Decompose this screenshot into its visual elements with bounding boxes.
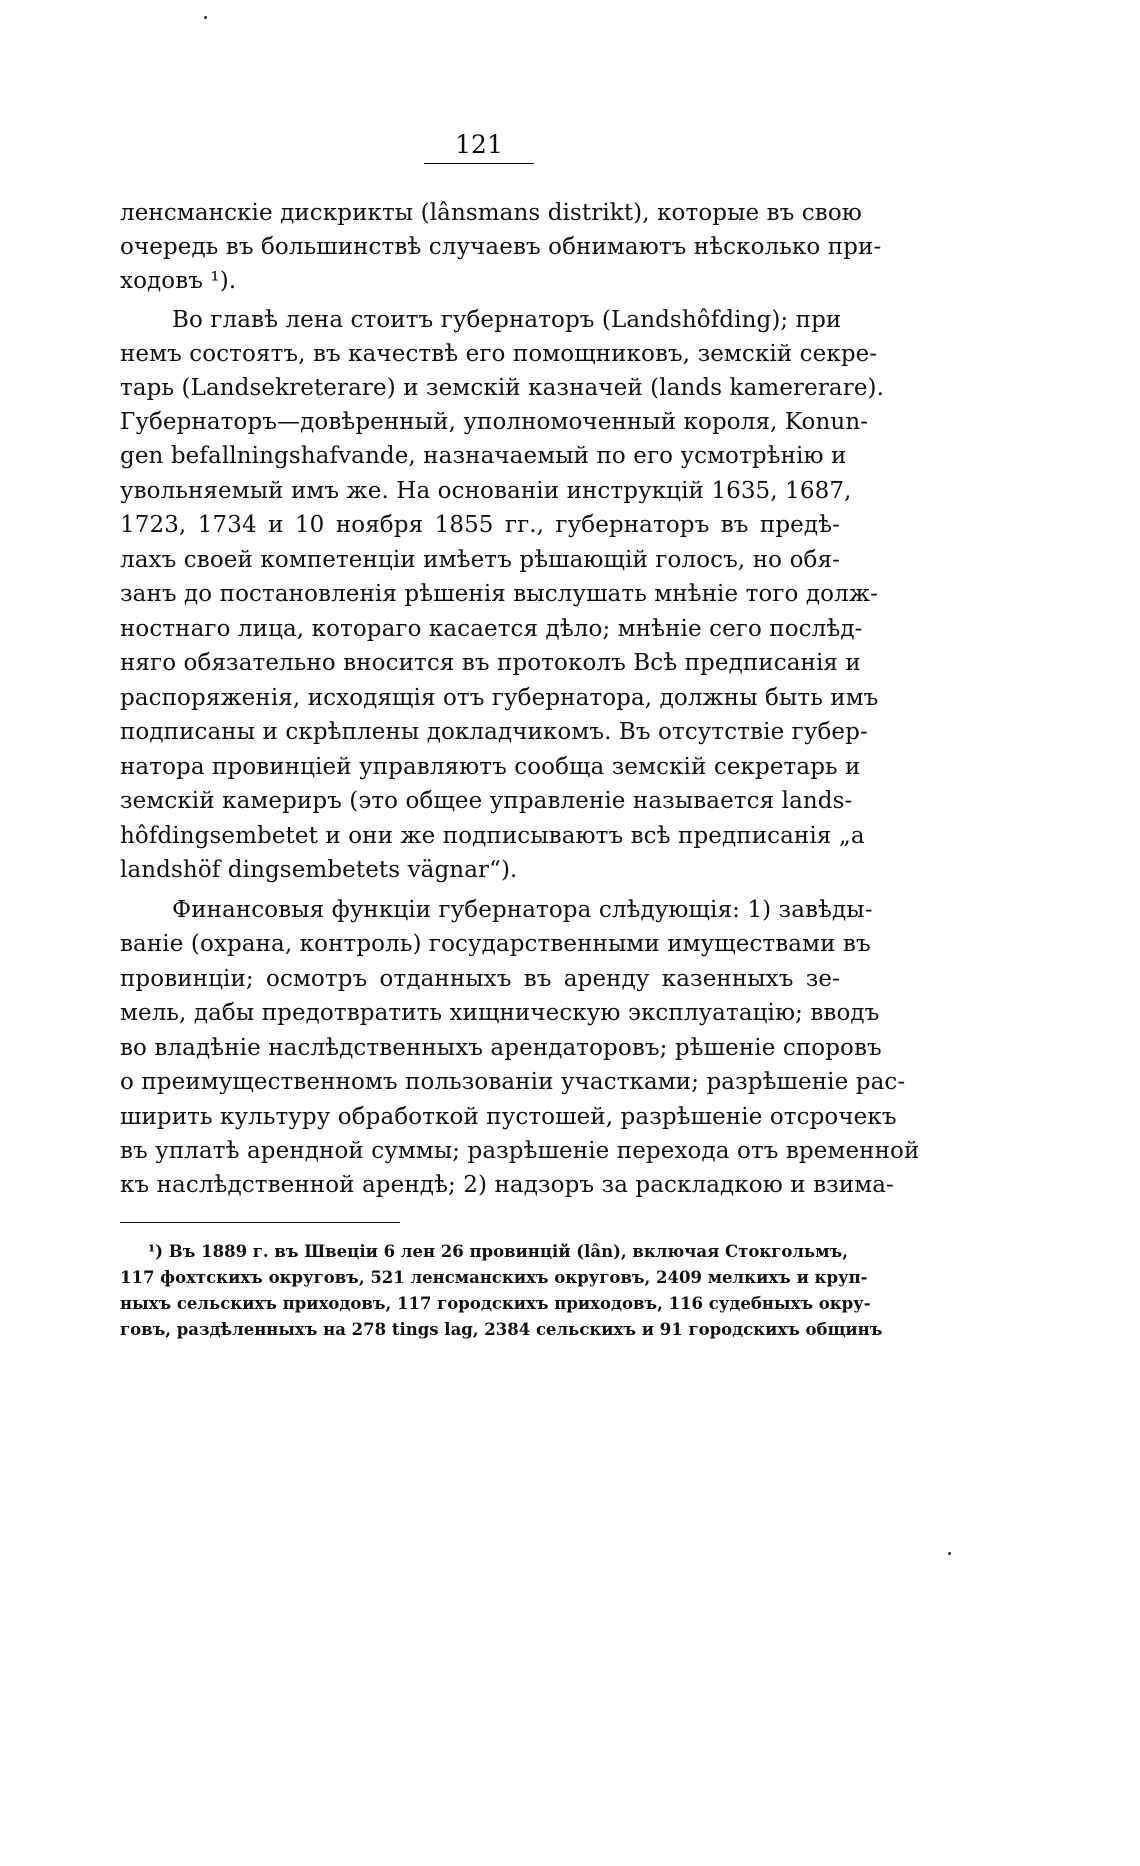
text-line: мель, дабы предотвратить хищническую эксплуатацію; вводъ: [120, 1000, 880, 1026]
text-line: ходовъ ¹).: [120, 268, 237, 294]
text-line: няго обязательно вносится въ протоколъ Всѣ предписанія и: [120, 650, 861, 676]
print-speck: [204, 16, 207, 19]
text-line: натора провинціей управляютъ сообща земскій секретарь и: [120, 754, 861, 780]
page-number-underline: [424, 163, 534, 164]
text-line: Во главѣ лена стоитъ губернаторъ (Landshôfding); при: [172, 307, 842, 333]
footnote-line: 117 фохтскихъ округовъ, 521 ленсманскихъ округовъ, 2409 мелкихъ и круп-: [120, 1268, 868, 1287]
footnote-separator: [120, 1222, 400, 1223]
text-line: земскій камериръ (это общее управленіе называется lands-: [120, 788, 853, 814]
text-line: gen befallningshafvande, назначаемый по его усмотрѣнію и: [120, 443, 847, 469]
text-line: занъ до постановленія рѣшенія выслушать мнѣніе того долж-: [120, 581, 878, 607]
text-line: ваніе (охрана, контроль) государственными имуществами въ: [120, 931, 871, 957]
text-line: очередь въ большинствѣ случаевъ обнимаютъ нѣсколько при-: [120, 234, 882, 260]
text-line: увольняемый имъ же. На основаніи инструкцій 1635, 1687,: [120, 478, 852, 504]
text-line: ностнаго лица, котораго касается дѣло; мнѣніе сего послѣд-: [120, 616, 863, 642]
text-line: немъ состоятъ, въ качествѣ его помощниковъ, земскій секре-: [120, 341, 878, 367]
text-line: ленсманскіе дискрикты (lânsmans distrikt), которые въ свою: [120, 200, 862, 226]
text-line: тарь (Landsekreterare) и земскій казначей (lands kamererare).: [120, 375, 885, 401]
print-speck: [948, 1552, 951, 1555]
text-line: лахъ своей компетенціи имѣетъ рѣшающій голосъ, но обя-: [120, 547, 840, 573]
footnote-line: ¹) Въ 1889 г. въ Швеціи 6 лен 26 провинцій (lân), включая Стокгольмъ,: [148, 1242, 848, 1261]
footnote-line: говъ, раздѣленныхъ на 278 tings lag, 2384 сельскихъ и 91 городскихъ общинъ: [120, 1320, 883, 1339]
text-line: landshöf dingsembetets vägnar“).: [120, 857, 518, 883]
text-line: къ наслѣдственной арендѣ; 2) надзоръ за раскладкою и взима-: [120, 1172, 894, 1198]
text-line: 1723, 1734 и 10 ноября 1855 гг., губернаторъ въ предѣ-: [120, 512, 840, 538]
page-number: 121: [455, 130, 503, 159]
text-line: распоряженія, исходящія отъ губернатора, должны быть имъ: [120, 685, 879, 711]
text-line: въ уплатѣ арендной суммы; разрѣшеніе перехода отъ временной: [120, 1138, 920, 1164]
footnote-line: ныхъ сельскихъ приходовъ, 117 городскихъ приходовъ, 116 судебныхъ окру-: [120, 1294, 871, 1313]
text-line: о преимущественномъ пользованіи участками; разрѣшеніе рас-: [120, 1069, 906, 1095]
text-line: ширить культуру обработкой пустошей, разрѣшеніе отсрочекъ: [120, 1104, 897, 1130]
text-line: Губернаторъ—довѣренный, уполномоченный короля, Konun-: [120, 409, 869, 435]
text-line: во владѣніе наслѣдственныхъ арендаторовъ; рѣшеніе споровъ: [120, 1035, 882, 1061]
text-line: провинціи; осмотръ отданныхъ въ аренду казенныхъ зе-: [120, 966, 840, 992]
text-line: подписаны и скрѣплены докладчикомъ. Въ отсутствіе губер-: [120, 719, 868, 745]
text-line: Финансовыя функціи губернатора слѣдующія: 1) завѣды-: [172, 897, 873, 923]
text-line: hôfdingsembetet и они же подписываютъ всѣ предписанія „a: [120, 823, 865, 849]
